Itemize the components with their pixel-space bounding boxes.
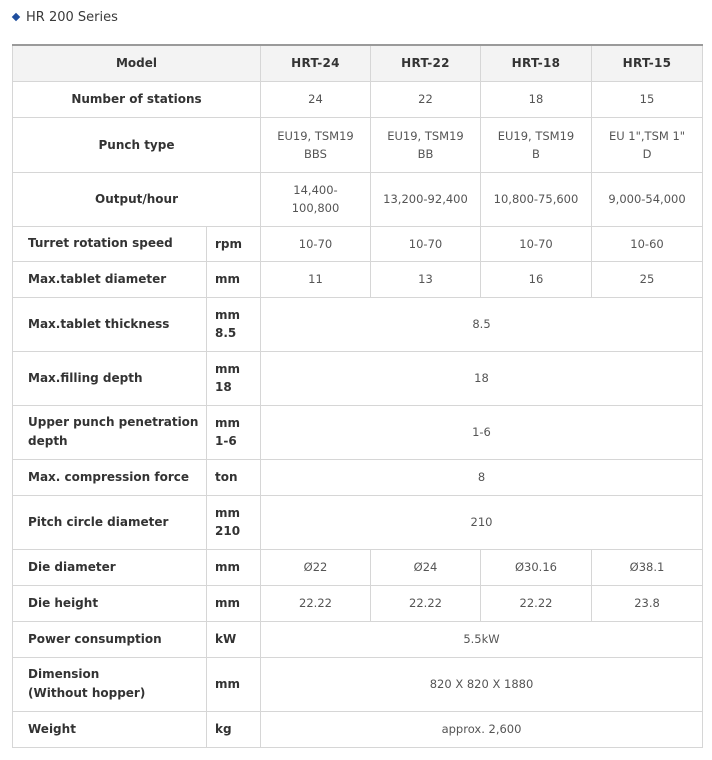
cell-value: 18 [261,351,703,405]
cell-value: 22.22 [481,585,592,621]
table-row-dimension [13,657,703,711]
row-unit: rpm [207,226,261,261]
table-row-output [13,172,703,226]
table-row-weight [13,711,703,747]
cell-value: Ø30.16 [481,549,592,585]
row-label: Number of stations [13,81,261,117]
cell-value: 10-70 [261,226,371,261]
row-label: Die height [13,585,207,621]
row-label: Max. compression force [13,459,207,495]
row-unit: ton [207,459,261,495]
table-row-compression [13,459,703,495]
cell-value: 1-6 [261,405,703,459]
cell-value: 5.5kW [261,621,703,657]
table-row-die-height [13,585,703,621]
cell-value: EU19, TSM19 BB [371,117,481,172]
cell-value: 22 [371,81,481,117]
table-row-thickness [13,297,703,351]
header-model-hrt24: HRT-24 [261,45,371,81]
page-title [13,7,118,27]
row-label: Pitch circle diameter [13,495,207,549]
row-label: Power consumption [13,621,207,657]
row-unit: kg [207,711,261,747]
cell-value: 23.8 [592,585,703,621]
table-row-filling-depth [13,351,703,405]
cell-value: 10-60 [592,226,703,261]
cell-value: 820 X 820 X 1880 [261,657,703,711]
cell-value: Ø22 [261,549,371,585]
row-unit: mm 1-6 [207,405,261,459]
row-unit: mm [207,549,261,585]
row-label: Turret rotation speed [13,226,207,261]
row-label: Output/hour [13,172,261,226]
cell-value: 16 [481,261,592,297]
cell-value: 18 [481,81,592,117]
header-model-hrt15: HRT-15 [592,45,703,81]
cell-value: Ø38.1 [592,549,703,585]
spec-table [12,44,703,748]
cell-value: 22.22 [261,585,371,621]
cell-value: 14,400- 100,800 [261,172,371,226]
table-row-die-diameter [13,549,703,585]
row-unit: mm [207,657,261,711]
header-model-hrt22: HRT-22 [371,45,481,81]
cell-value: 210 [261,495,703,549]
cell-value: approx. 2,600 [261,711,703,747]
row-unit: kW [207,621,261,657]
cell-value: 24 [261,81,371,117]
diamond-bullet-icon [12,13,20,21]
cell-value: 13,200-92,400 [371,172,481,226]
table-row-punch-type [13,117,703,172]
cell-value: 11 [261,261,371,297]
table-row-turret-speed [13,226,703,261]
cell-value: 10,800-75,600 [481,172,592,226]
table-header-row [13,45,703,81]
header-model-label: Model [13,45,261,81]
cell-value: 25 [592,261,703,297]
page-title-text: HR 200 Series [26,9,118,25]
row-unit: mm 8.5 [207,297,261,351]
cell-value: EU19, TSM19 BBS [261,117,371,172]
table-row-power [13,621,703,657]
row-label: Die diameter [13,549,207,585]
table-row-stations [13,81,703,117]
cell-value: EU19, TSM19 B [481,117,592,172]
header-model-hrt18: HRT-18 [481,45,592,81]
cell-value: EU 1",TSM 1" D [592,117,703,172]
cell-value: 8.5 [261,297,703,351]
row-label: Weight [13,711,207,747]
row-unit: mm 210 [207,495,261,549]
row-unit: mm 18 [207,351,261,405]
cell-value: 10-70 [371,226,481,261]
table-row-pitch-circle [13,495,703,549]
cell-value: 8 [261,459,703,495]
cell-value: 9,000-54,000 [592,172,703,226]
row-label: Punch type [13,117,261,172]
cell-value: 10-70 [481,226,592,261]
row-label: Upper punch penetration depth [13,405,207,459]
cell-value: Ø24 [371,549,481,585]
cell-value: 15 [592,81,703,117]
row-unit: mm [207,261,261,297]
row-label: Max.filling depth [13,351,207,405]
table-row-max-diameter [13,261,703,297]
row-label: Max.tablet diameter [13,261,207,297]
cell-value: 22.22 [371,585,481,621]
table-row-penetration [13,405,703,459]
cell-value: 13 [371,261,481,297]
row-label: Max.tablet thickness [13,297,207,351]
row-label: Dimension (Without hopper) [13,657,207,711]
row-unit: mm [207,585,261,621]
